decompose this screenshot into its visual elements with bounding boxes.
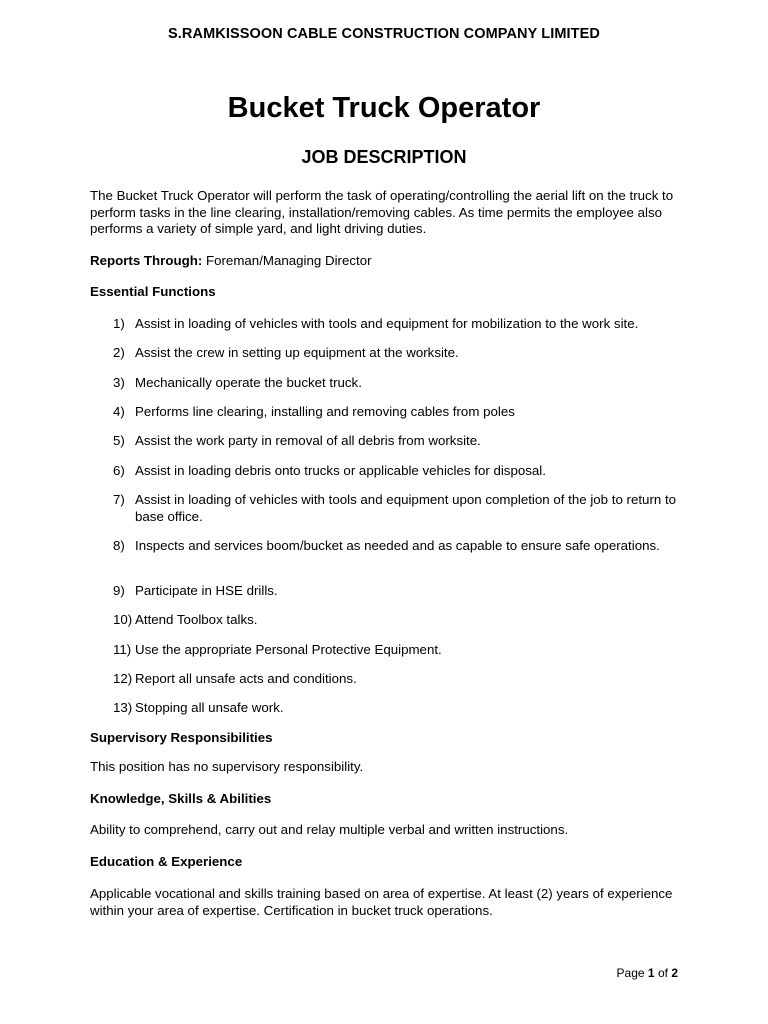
list-item-text: Attend Toolbox talks. [135, 612, 258, 627]
list-item-text: Assist the work party in removal of all debris from worksite. [135, 433, 481, 448]
list-item-number: 9) [113, 583, 125, 598]
list-item-text: Performs line clearing, installing and removing cables from poles [135, 404, 515, 419]
list-item-number: 8) [113, 538, 125, 553]
knowledge-heading: Knowledge, Skills & Abilities [90, 791, 272, 806]
reports-through-line [90, 253, 690, 270]
list-item [113, 538, 693, 555]
education-text: Applicable vocational and skills training based on area of expertise. At least (2) years of experience within your area of expertise. Certification in bucket truck operations. [90, 886, 673, 918]
list-item-number: 10) [113, 612, 133, 627]
list-item [113, 583, 693, 600]
list-item [113, 463, 693, 480]
list-item-number: 13) [113, 700, 133, 715]
reports-through-value: Foreman/Managing Director [205, 253, 372, 268]
list-item [113, 642, 693, 659]
page-current: 1 [647, 966, 655, 980]
knowledge-text: Ability to comprehend, carry out and relay multiple verbal and written instructions. [90, 822, 569, 837]
list-item-text: Report all unsafe acts and conditions. [135, 671, 357, 686]
list-item-number: 12) [113, 671, 133, 686]
page-label: Page [616, 966, 645, 980]
list-item-number: 2) [113, 345, 125, 360]
list-item [113, 404, 693, 421]
list-item [113, 345, 693, 362]
list-item-text: Assist in loading of vehicles with tools and equipment upon completion of the job to return to base office. [135, 492, 677, 524]
list-item-number: 11) [113, 642, 132, 657]
list-item-text: Inspects and services boom/bucket as needed and as capable to ensure safe operations. [135, 538, 660, 553]
list-item-text: Use the appropriate Personal Protective Equipment. [135, 642, 442, 657]
list-item-number: 7) [113, 492, 125, 507]
page-of-label: of [657, 966, 668, 980]
essential-functions-heading: Essential Functions [90, 284, 216, 299]
list-item [113, 316, 693, 333]
list-item [113, 492, 693, 525]
supervisory-text: This position has no supervisory responsibility. [90, 759, 364, 774]
list-item-text: Assist the crew in setting up equipment at the worksite. [135, 345, 459, 360]
company-name: S.RAMKISSOON CABLE CONSTRUCTION COMPANY LIMITED [168, 26, 600, 42]
list-item [113, 700, 693, 717]
intro-paragraph: The Bucket Truck Operator will perform the task of operating/controlling the aerial lift on the truck to perform tasks in the line clearing, installation/removing cables. As time permits the employee also performs a variety of simple yard, and light driving duties. [90, 188, 674, 236]
list-item-text: Assist in loading debris onto trucks or applicable vehicles for disposal. [135, 463, 546, 478]
list-item-number: 5) [113, 433, 125, 448]
page-number-footer [617, 966, 678, 980]
list-item-text: Participate in HSE drills. [135, 583, 278, 598]
list-item [113, 433, 693, 450]
list-item-text: Mechanically operate the bucket truck. [135, 375, 362, 390]
list-item-text: Stopping all unsafe work. [135, 700, 284, 715]
reports-through-label: Reports Through: [90, 253, 203, 268]
list-item [113, 612, 693, 629]
list-item-text: Assist in loading of vehicles with tools and equipment for mobilization to the work site. [135, 316, 639, 331]
list-item-number: 6) [113, 463, 125, 478]
list-item-number: 4) [113, 404, 125, 419]
list-item [113, 671, 693, 688]
education-heading: Education & Experience [90, 854, 243, 869]
document-title: Bucket Truck Operator [227, 92, 541, 124]
list-item-number: 3) [113, 375, 125, 390]
document-subtitle: JOB DESCRIPTION [301, 147, 467, 167]
list-item [113, 375, 693, 392]
supervisory-heading: Supervisory Responsibilities [90, 730, 273, 745]
list-item-number: 1) [113, 316, 125, 331]
page-total: 2 [671, 966, 678, 980]
